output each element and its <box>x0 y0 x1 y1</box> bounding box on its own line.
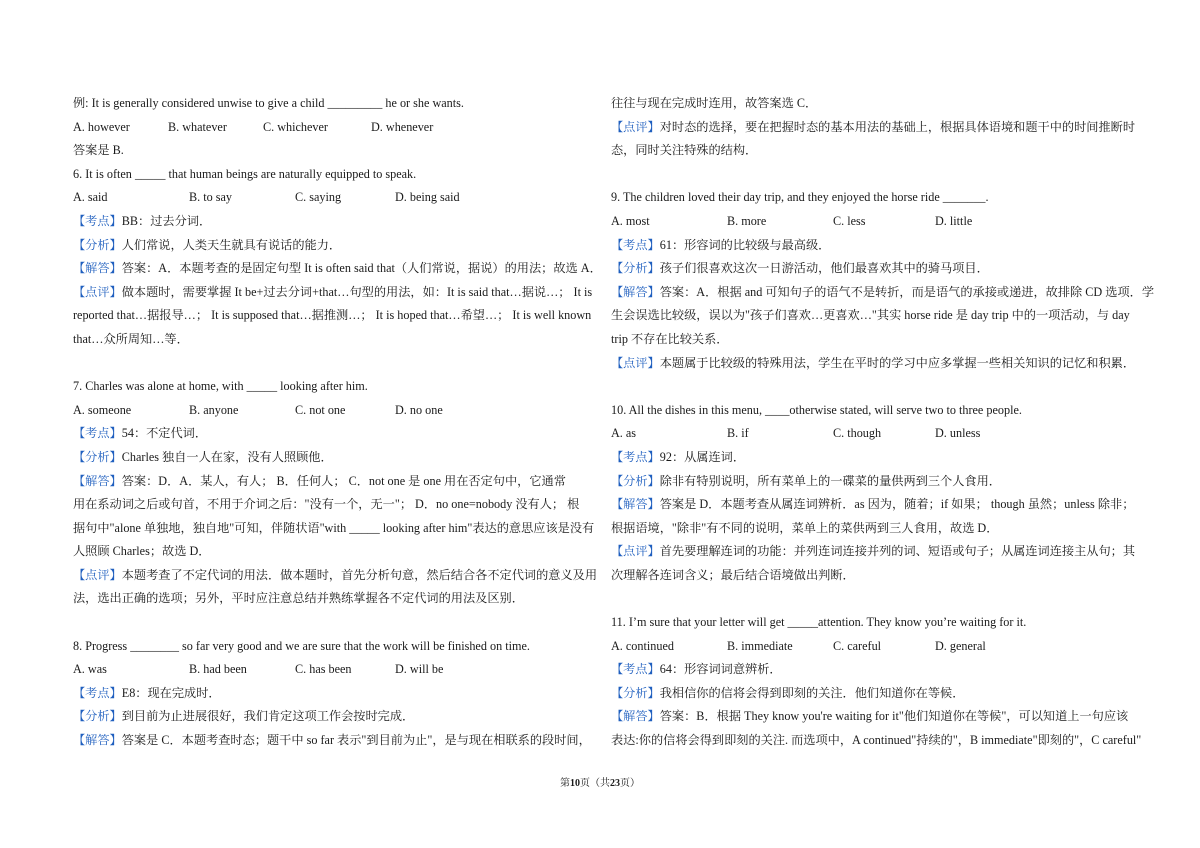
q8-dianping-line-1: 【点评】对时态的选择，要在把握时态的基本用法的基础上，根据具体语境和题干中的时间推断时 <box>611 119 1136 134</box>
option-c: C. whichever <box>263 119 328 134</box>
fenxi-tag: 【分析】 <box>611 473 660 488</box>
q9-jieda-line-2: 生会误选比较级，误以为"孩子们喜欢…更喜欢…"其实 horse ride 是 day trip 中的一项活动，与 day <box>611 308 1130 323</box>
dianping-tag: 【点评】 <box>611 119 660 134</box>
q9-jieda-line-1: 【解答】答案：A．根据 and 可知句子的语气不是转折，而是语气的承接或递进，故排除 CD 选项．学 <box>611 284 1155 299</box>
fenxi-tag: 【分析】 <box>73 449 122 464</box>
q6-jieda: 【解答】答案：A．本题考查的是固定句型 It is often said that（人们常说，据说）的用法；故选 A． <box>73 261 602 276</box>
q7-kaodian: 【考点】54：不定代词． <box>73 426 208 441</box>
fenxi-tag: 【分析】 <box>611 685 660 700</box>
q10-stem: 10. All the dishes in this menu, ____otherwise stated, will serve two to three people. <box>611 402 1022 417</box>
q10-kaodian: 【考点】92：从属连词． <box>611 449 746 464</box>
option-a: A. someone <box>73 402 132 417</box>
option-b: B. had been <box>189 662 247 677</box>
kaodian-tag: 【考点】 <box>73 685 122 700</box>
page-number: 10 <box>570 778 580 789</box>
option-b: B. whatever <box>168 119 227 134</box>
right-column <box>611 92 1155 753</box>
q8-jieda-line-2: 往往与现在完成时连用，故答案选 C． <box>611 96 818 110</box>
kaodian-tag: 【考点】 <box>611 237 660 252</box>
dianping-tag: 【点评】 <box>73 567 122 582</box>
option-d: D. no one <box>395 402 443 417</box>
option-b: B. more <box>727 213 767 228</box>
q7-jieda-line-1: 【解答】答案：D．A．某人，有人； B．任何人； C．not one 是 one 用在否定句中，它通常 <box>73 473 566 488</box>
option-c: C. has been <box>295 662 352 677</box>
q7-stem: 7. Charles was alone at home, with _____ looking after him. <box>73 379 368 394</box>
kaodian-tag: 【考点】 <box>73 426 122 441</box>
fenxi-tag: 【分析】 <box>611 261 660 276</box>
q9-stem: 9. The children loved their day trip, and they enjoyed the horse ride _______. <box>611 190 989 205</box>
q11-options <box>611 635 1128 659</box>
option-a: A. most <box>611 213 650 228</box>
option-a: A. was <box>73 662 107 677</box>
jieda-tag: 【解答】 <box>73 261 122 276</box>
option-d: D. general <box>935 638 986 653</box>
fenxi-tag: 【分析】 <box>73 237 122 252</box>
example-stem: 例: It is generally considered unwise to give a child _________ he or she wants. <box>73 96 464 110</box>
q7-dianping-line-2: 法，选出正确的选项；另外，平时应注意总结并熟练掌握各不定代词的用法及区别． <box>73 591 524 606</box>
q6-kaodian: 【考点】BB：过去分词． <box>73 213 212 228</box>
q8-dianping-line-2: 态，同时关注特殊的结构． <box>611 143 758 158</box>
q10-dianping-line-2: 次理解各连词含义；最后结合语境做出判断． <box>611 567 855 582</box>
option-a: A. continued <box>611 638 674 653</box>
q11-fenxi: 【分析】我相信你的信将会得到即刻的关注．他们知道你在等候． <box>611 685 965 700</box>
option-b: B. anyone <box>189 402 239 417</box>
option-c: C. not one <box>295 402 346 417</box>
q8-fenxi: 【分析】到目前为止进展很好，我们肯定这项工作会按时完成． <box>73 709 415 724</box>
q10-jieda-line-1: 【解答】答案是 D．本题考查从属连词辨析．as 因为，随着；if 如果； though 虽然；unless 除非； <box>611 497 1135 512</box>
option-b: B. to say <box>189 190 232 205</box>
option-d: D. being said <box>395 190 460 205</box>
page-footer: 第10页（共23页） <box>560 778 640 789</box>
example-answer: 答案是 B. <box>73 143 124 158</box>
q10-options <box>611 422 1128 446</box>
dianping-tag: 【点评】 <box>611 355 660 370</box>
left-column <box>73 92 602 753</box>
q7-jieda-line-2: 用在系动词之后或句首，不用于介词之后："没有一个，无一"； D．no one=nobody 没有人； 根 <box>73 497 580 512</box>
q8-kaodian: 【考点】E8：现在完成时． <box>73 685 221 700</box>
q11-stem: 11. I’m sure that your letter will get _____attention. They know you’re waiting for it. <box>611 615 1027 630</box>
q7-options <box>73 399 590 423</box>
q11-jieda-line-2: 表达:你的信将会得到即刻的关注. 而选项中，A continued"持续的"，B immediate"即刻的"，C careful" <box>611 733 1142 748</box>
option-c: C. less <box>833 213 866 228</box>
option-a: A. however <box>73 119 130 134</box>
jieda-tag: 【解答】 <box>73 733 122 748</box>
option-c: C. careful <box>833 638 882 653</box>
q8-options <box>73 658 590 682</box>
q8-stem: 8. Progress ________ so far very good and we are sure that the work will be finished on time. <box>73 638 530 653</box>
option-d: D. whenever <box>371 119 434 134</box>
jieda-tag: 【解答】 <box>73 473 122 488</box>
option-c: C. saying <box>295 190 342 205</box>
dianping-tag: 【点评】 <box>611 544 660 559</box>
q6-dianping-line-1: 【点评】做本题时，需要掌握 It be+过去分词+that…句型的用法，如：It is said that…据说…； It is <box>73 284 593 299</box>
q9-dianping: 【点评】本题属于比较级的特殊用法，学生在平时的学习中应多掌握一些相关知识的记忆和积累． <box>611 355 1136 370</box>
q11-jieda-line-1: 【解答】答案：B．根据 They know you're waiting for it"他们知道你在等候"，可以知道上一句应该 <box>611 709 1129 724</box>
option-b: B. if <box>727 426 749 441</box>
q10-fenxi: 【分析】除非有特别说明，所有菜单上的一碟菜的量供两到三个人食用． <box>611 473 1001 488</box>
q10-jieda-line-2: 根据语境，"除非"有不同的说明，菜单上的菜供两到三人食用，故选 D． <box>611 520 999 535</box>
kaodian-tag: 【考点】 <box>611 449 660 464</box>
q10-dianping-line-1: 【点评】首先要理解连词的功能：并列连词连接并列的词、短语或句子；从属连词连接主从句；其 <box>611 544 1136 559</box>
q9-fenxi: 【分析】孩子们很喜欢这次一日游活动，他们最喜欢其中的骑马项目． <box>611 261 989 276</box>
q8-jieda-line-1: 【解答】答案是 C．本题考查时态；题干中 so far 表示"到目前为止"，是与现在相联系的段时间， <box>73 733 591 748</box>
q9-options <box>611 210 1128 234</box>
option-a: A. said <box>73 190 108 205</box>
q6-fenxi: 【分析】人们常说，人类天生就具有说话的能力． <box>73 237 342 252</box>
q7-dianping-line-1: 【点评】本题考查了不定代词的用法．做本题时，首先分析句意，然后结合各不定代词的意义及用 <box>73 567 598 582</box>
page-total: 23 <box>610 778 620 789</box>
q11-kaodian: 【考点】64：形容词词意辨析． <box>611 662 782 677</box>
q6-dianping-line-2: reported that…据报导…； It is supposed that…据推测…； It is hoped that…希望…； It is well known <box>73 308 592 323</box>
q9-kaodian: 【考点】61：形容词的比较级与最高级． <box>611 237 831 252</box>
kaodian-tag: 【考点】 <box>611 662 660 677</box>
jieda-tag: 【解答】 <box>611 709 660 724</box>
q6-dianping-line-3: that…众所周知…等． <box>73 331 189 346</box>
q7-fenxi: 【分析】Charles 独自一人在家，没有人照顾他． <box>73 449 333 464</box>
fenxi-tag: 【分析】 <box>73 709 122 724</box>
q9-jieda-line-3: trip 不存在比较关系． <box>611 331 729 346</box>
q7-jieda-line-4: 人照顾 Charles；故选 D． <box>73 544 211 559</box>
option-d: D. little <box>935 213 973 228</box>
option-d: D. unless <box>935 426 981 441</box>
option-d: D. will be <box>395 662 444 677</box>
q6-stem: 6. It is often _____ that human beings are naturally equipped to speak. <box>73 166 417 181</box>
q6-options <box>73 186 590 210</box>
jieda-tag: 【解答】 <box>611 284 660 299</box>
kaodian-tag: 【考点】 <box>73 213 122 228</box>
option-c: C. though <box>833 426 882 441</box>
q7-jieda-line-3: 据句中"alone 单独地，独自地"可知，伴随状语"with _____ looking after him"表达的意思应该是没有 <box>73 520 595 535</box>
option-b: B. immediate <box>727 638 793 653</box>
example-options <box>73 116 590 140</box>
option-a: A. as <box>611 426 637 441</box>
jieda-tag: 【解答】 <box>611 497 660 512</box>
dianping-tag: 【点评】 <box>73 284 122 299</box>
